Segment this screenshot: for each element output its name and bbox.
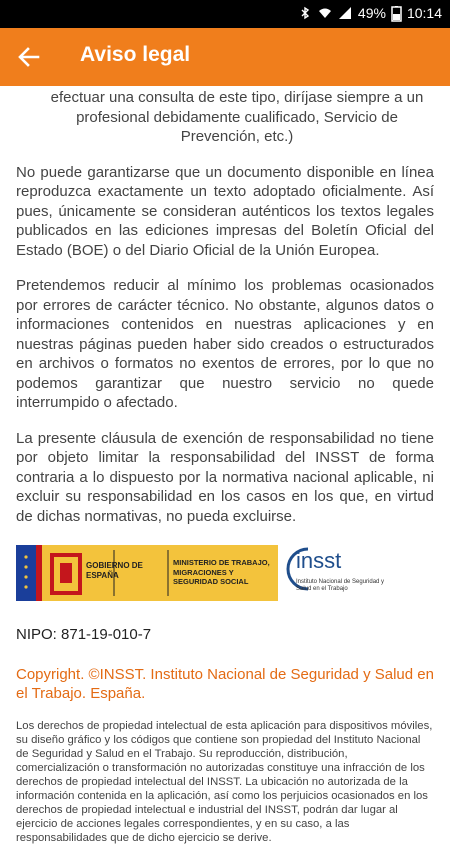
back-arrow-icon[interactable] — [14, 42, 44, 72]
status-bar — [0, 0, 450, 28]
paragraph-authenticity: No puede garantizarse que un documento disponible en línea reproduzca exactamente un texto adoptado oficialmente. Así pues, únicamente se consideran auténticos los textos legales publicados en las ediciones impresas del Boletín Oficial del Estado (BOE) o del Diario Oficial de la Unión Europea. — [16, 163, 434, 259]
paragraph-disclaimer: La presente cláusula de exención de responsabilidad no tiene por objeto limitar la responsabilidad del INSST de forma contraria a lo dispuesto por la normativa nacional aplicable, ni excluir su responsabilidad en los casos en los que, en virtud de dichas normativas, no pueda excluirse. — [16, 429, 434, 525]
insst-logo — [286, 543, 392, 603]
wifi-icon — [318, 6, 332, 20]
insst-name: insst — [296, 548, 342, 573]
paragraph-errors: Pretendemos reducir al mínimo los problemas ocasionados por errores de carácter técnico. No obstante, algunos datos o informaciones contenidos en nuestras aplicaciones y en nuestras páginas pueden haber sido creados o estructurados en archivos o formatos no exentos de errores, por lo que no podemos garantizar que nuestro servicio no quede interrumpido o afectado. — [16, 277, 434, 411]
app-bar — [0, 28, 450, 86]
clock: 10:14 — [406, 5, 442, 21]
government-logo — [16, 545, 278, 601]
nipo-text: NIPO: 871-19-010-7 — [16, 626, 152, 643]
ministerio-label: MINISTERIO DE TRABAJO, MIGRACIONES Y SEGURIDAD SOCIAL — [173, 558, 270, 586]
insst-subtitle: Instituto Nacional de Seguridad y Salud en el Trabajo — [296, 579, 385, 592]
continuation-text: efectuar una consulta de este tipo, diríjase siempre a un profesional debidamente cualificado, Servicio de Prevención, etc.) — [50, 89, 424, 145]
copyright-text: Copyright. ©INSST. Instituto Nacional de Seguridad y Salud en el Trabajo. España. — [16, 665, 434, 702]
battery-text: 49% — [357, 5, 386, 21]
battery-icon — [392, 6, 401, 21]
logos-row — [16, 543, 434, 603]
bluetooth-icon — [298, 6, 312, 20]
signal-icon — [338, 6, 352, 20]
legal-content[interactable] — [0, 86, 450, 844]
intellectual-property-text: Los derechos de propiedad intelectual de esta aplicación para dispositivos móviles, su diseño gráfico y los códigos que contiene son propiedad del Instituto Nacional de Seguridad y Salud en el Trabajo. Su reproducción, distribución, comercialización o transformación no autorizadas constituye una infracción de los derechos de propiedad intelectual del INSST. La ubicación no autorizada de la información contenida en la aplicación, así como los perjuicios ocasionados en los derechos de propiedad intelectual e industrial del INSST, podrán dar lugar al ejercicio de acciones legales correspondientes, y en su caso, a las responsabilidades que de dicho ejercicio se derive. — [16, 719, 433, 844]
gobierno-label: GOBIERNO DE ESPAÑA — [86, 561, 143, 580]
page-title: Aviso legal — [80, 43, 191, 66]
